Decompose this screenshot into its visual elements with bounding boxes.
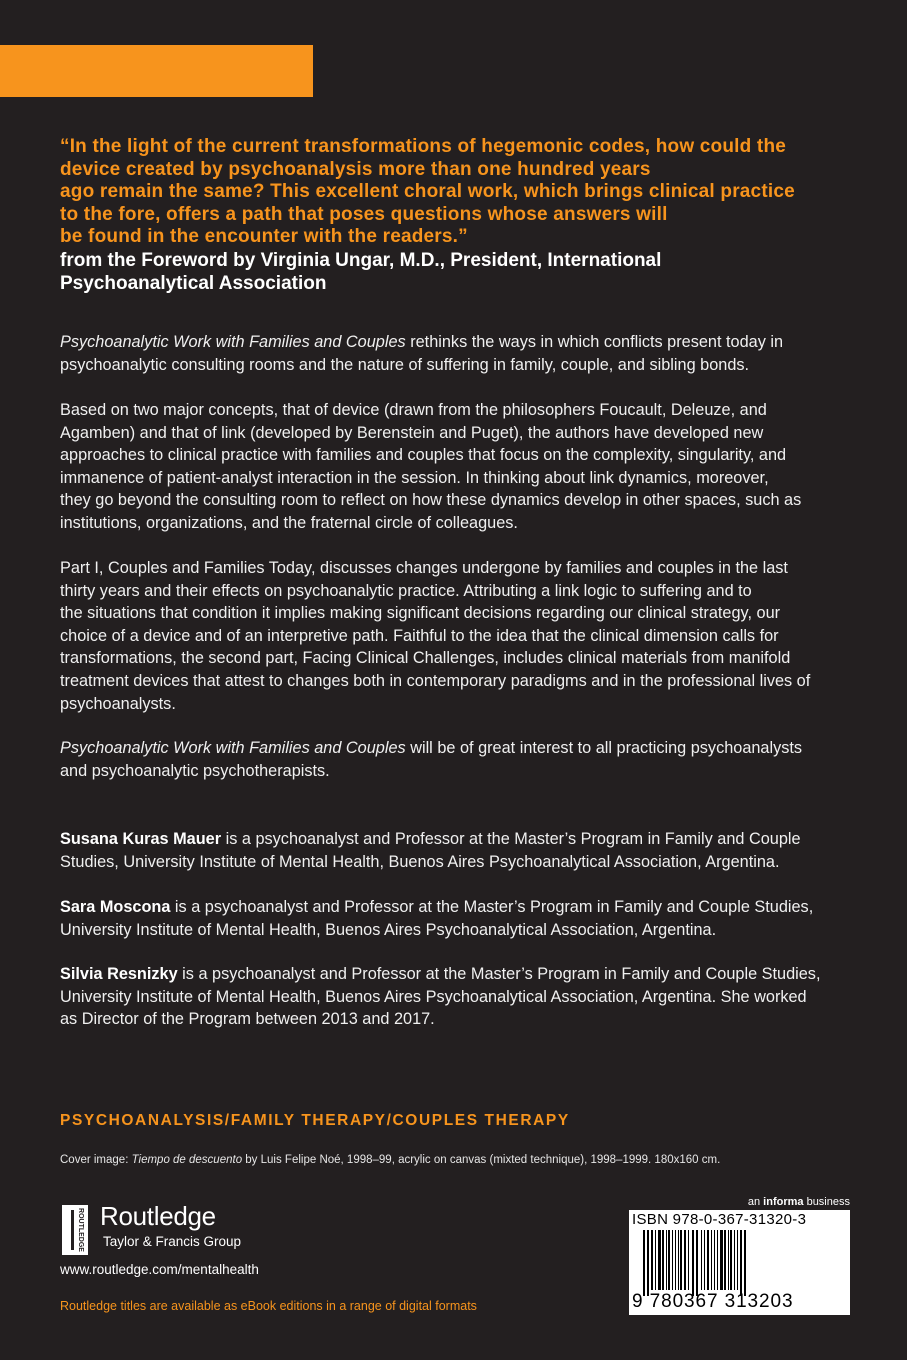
author-bio-mauer bbox=[60, 828, 860, 873]
barcode-bar bbox=[655, 1230, 656, 1290]
paragraph-line: as Director of the Program between 2013 and 2017. bbox=[60, 1010, 435, 1029]
description-paragraph-3 bbox=[60, 557, 860, 715]
paragraph-line: Part I, Couples and Families Today, discusses changes undergone by families and couples in the last bbox=[60, 559, 788, 577]
barcode-bar bbox=[658, 1230, 661, 1290]
barcode-bar bbox=[730, 1230, 732, 1290]
paragraph-line: transformations, the second part, Facing Clinical Challenges, includes clinical materials from manifold bbox=[60, 649, 791, 668]
foreword-quote bbox=[60, 136, 860, 249]
barcode-bar bbox=[701, 1230, 702, 1290]
barcode-bar bbox=[651, 1230, 653, 1290]
orange-accent-band bbox=[0, 45, 313, 97]
paragraph-line: and psychoanalytic psychotherapists. bbox=[60, 761, 330, 780]
paragraph-line: institutions, organizations, and the fraternal circle of colleagues. bbox=[60, 513, 518, 532]
barcode-bar bbox=[711, 1230, 712, 1290]
publisher-group: Taylor & Francis Group bbox=[103, 1234, 242, 1249]
barcode-bar bbox=[734, 1230, 735, 1290]
paragraph-line: immanence of patient-analyst interaction in the session. In thinking about link dynamics, moreover, bbox=[60, 468, 769, 487]
logo-wordmark: ROUTLEDGE bbox=[77, 1208, 85, 1252]
subject-category: PSYCHOANALYSIS/FAMILY THERAPY/COUPLES THERAPY bbox=[60, 1112, 570, 1129]
description-paragraph-4 bbox=[60, 737, 860, 782]
barcode-bar bbox=[728, 1230, 729, 1290]
cover-image-credit: Cover image: Tiempo de descuento by Luis Felipe Noé, 1998–99, acrylic on canvas (mixted technique), 1998–1999. 180x160 cm. bbox=[60, 1154, 721, 1166]
quote-line: be found in the encounter with the readers.” bbox=[60, 226, 468, 247]
paragraph-line: Sara Moscona is a psychoanalyst and Professor at the Master’s Program in Family and Couple Studies, bbox=[60, 898, 814, 916]
paragraph-line: Based on two major concepts, that of device (drawn from the philosophers Foucault, Deleuze, and bbox=[60, 401, 767, 419]
description-paragraph-1 bbox=[60, 331, 860, 376]
barcode-bar bbox=[678, 1230, 679, 1290]
paragraph-line: thirty years and their effects on psychoanalytic practice. Attributing a link logic to suffering and to bbox=[60, 581, 752, 600]
author-name: Silvia Resnizky bbox=[60, 965, 178, 983]
barcode-bar bbox=[740, 1230, 742, 1296]
barcode-bar bbox=[714, 1230, 715, 1290]
informa-business-tagline: an informa business bbox=[747, 1196, 850, 1208]
barcode-bar bbox=[707, 1230, 709, 1290]
author-name: Sara Moscona bbox=[60, 898, 171, 916]
paragraph-line: psychoanalytic consulting rooms and the nature of suffering in family, couple, and sibling bonds. bbox=[60, 355, 750, 374]
isbn-label: ISBN 978-0-367-31320-3 bbox=[632, 1211, 807, 1228]
barcode-bar bbox=[668, 1230, 670, 1290]
paragraph-line: Susana Kuras Mauer is a psychoanalyst and Professor at the Master’s Program in Family and Couple bbox=[60, 830, 801, 848]
barcode-bar bbox=[704, 1230, 705, 1290]
attribution-line: Psychoanalytical Association bbox=[60, 272, 327, 294]
barcode-bar bbox=[688, 1230, 689, 1290]
barcode-bar bbox=[662, 1230, 664, 1290]
paragraph-line: Psychoanalytic Work with Families and Couples rethinks the ways in which conflicts present today in bbox=[60, 333, 784, 351]
paragraph-line: the situations that condition it implies making significant decisions regarding our clinical strategy, our bbox=[60, 604, 781, 623]
barcode-bar bbox=[666, 1230, 667, 1290]
author-bio-resnizky bbox=[60, 963, 860, 1031]
paragraph-line: Psychoanalytic Work with Families and Couples will be of great interest to all practicing psychoanalysts bbox=[60, 739, 803, 757]
barcode-bar bbox=[675, 1230, 676, 1290]
barcode-bar bbox=[672, 1230, 673, 1290]
publisher-name: Routledge bbox=[100, 1201, 216, 1231]
description-paragraph-2 bbox=[60, 399, 860, 535]
author-bio-moscona bbox=[60, 896, 860, 941]
barcode-bar bbox=[680, 1230, 682, 1290]
routledge-logo bbox=[60, 1201, 320, 1255]
paragraph-line: Silvia Resnizky is a psychoanalyst and Professor at the Master’s Program in Family and Couple Studies, bbox=[60, 965, 821, 983]
barcode-bar bbox=[647, 1230, 649, 1296]
quote-attribution bbox=[60, 250, 860, 295]
barcode-bar bbox=[717, 1230, 718, 1290]
quote-line: ago remain the same? This excellent choral work, which brings clinical practice bbox=[60, 181, 795, 202]
paragraph-line: approaches to clinical practice with families and couples that focus on the complexity, singularity, and bbox=[60, 446, 787, 465]
barcode-digits: 9 780367 313203 bbox=[632, 1291, 794, 1312]
quote-line: device created by psychoanalysis more than one hundred years bbox=[60, 158, 651, 180]
barcode-bar bbox=[643, 1230, 645, 1296]
paragraph-line: Studies, University Institute of Mental Health, Buenos Aires Psychoanalytical Association, Argentina. bbox=[60, 852, 780, 871]
paragraph-line: Agamben) and that of link (developed by Berenstein and Puget), the authors have developed new bbox=[60, 423, 764, 442]
isbn-barcode bbox=[629, 1210, 850, 1315]
book-title: Psychoanalytic Work with Families and Couples bbox=[60, 739, 406, 757]
paragraph-line: University Institute of Mental Health, Buenos Aires Psychoanalytical Association, Argentina. bbox=[60, 920, 717, 939]
routledge-logo-icon bbox=[60, 1205, 90, 1255]
attribution-line: from the Foreword by Virginia Ungar, M.D., President, International bbox=[60, 250, 662, 271]
barcode-bar bbox=[724, 1230, 726, 1290]
quote-line: to the fore, offers a path that poses questions whose answers will bbox=[60, 203, 668, 225]
paragraph-line: choice of a device and of an interpretive path. Faithful to the idea that the clinical dimension calls for bbox=[60, 626, 779, 645]
barcode-bar bbox=[684, 1230, 686, 1290]
barcode-bar bbox=[737, 1230, 738, 1290]
paragraph-line: treatment devices that attest to changes both in contemporary paradigms and in the professional lives of bbox=[60, 671, 811, 690]
barcode-bar bbox=[720, 1230, 723, 1290]
paragraph-line: University Institute of Mental Health, Buenos Aires Psychoanalytical Association, Argentina. She worked bbox=[60, 987, 807, 1006]
author-name: Susana Kuras Mauer bbox=[60, 830, 222, 848]
paragraph-line: psychoanalysts. bbox=[60, 694, 176, 713]
barcode-bar bbox=[692, 1230, 694, 1296]
paragraph-line: they go beyond the consulting room to reflect on how these dynamics develop in other spaces, such as bbox=[60, 491, 802, 510]
barcode-bar bbox=[744, 1230, 746, 1296]
publisher-url[interactable]: www.routledge.com/mentalhealth bbox=[60, 1262, 259, 1277]
book-title: Psychoanalytic Work with Families and Couples bbox=[60, 333, 406, 351]
barcode-bar bbox=[696, 1230, 698, 1296]
artwork-title: Tiempo de descuento bbox=[131, 1154, 243, 1166]
quote-line: “In the light of the current transformations of hegemonic codes, how could the bbox=[60, 136, 787, 157]
ebook-note: Routledge titles are available as eBook editions in a range of digital formats bbox=[60, 1299, 477, 1313]
